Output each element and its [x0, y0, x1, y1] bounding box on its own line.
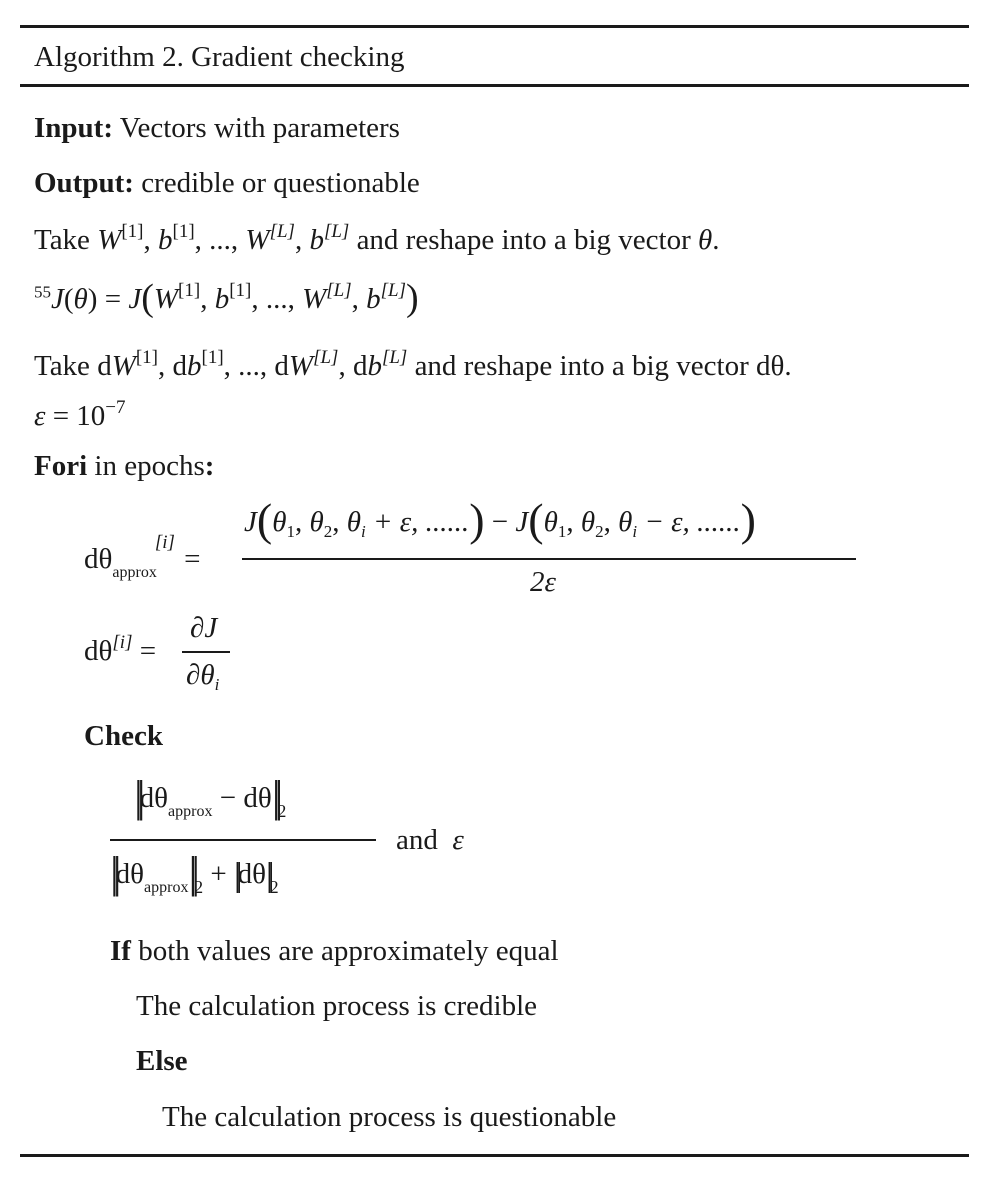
jdef-j-right: J: [128, 283, 142, 315]
approx-num2-subi: i: [632, 521, 638, 541]
take2-d1: d: [97, 350, 112, 382]
output-colon: :: [124, 167, 134, 199]
output-line: [34, 169, 420, 198]
take1-suffix: and reshape into a big vector: [356, 224, 691, 256]
approx-num-paren2-open: (: [528, 494, 544, 545]
take1-end: .: [712, 224, 720, 256]
check-num-dtheta: dθ: [243, 782, 272, 814]
for-rest: in epochs: [87, 450, 205, 482]
deriv-num: ∂J: [190, 612, 218, 644]
else-line: [136, 1047, 188, 1076]
take2-bl: b: [367, 350, 382, 382]
take1-theta: θ: [698, 224, 713, 256]
take1-w1: W: [97, 224, 122, 256]
approx-num2-theta2: θ: [580, 506, 596, 538]
take2-sep3: ,: [338, 350, 346, 382]
approx-num-j2: J: [515, 506, 529, 538]
for-colon: :: [204, 450, 215, 482]
approx-equals: =: [184, 543, 201, 575]
jdef-bl: b: [366, 283, 381, 315]
for-variable: i: [79, 450, 88, 482]
take1-sep3: ,: [294, 224, 303, 256]
title-text: Algorithm 2. Gradient checking: [34, 41, 405, 73]
take1-bl: b: [309, 224, 324, 256]
approx-num-minus: −: [491, 506, 509, 538]
jdef-b1: b: [214, 283, 230, 315]
check-num-sub: approx: [168, 802, 213, 820]
approx-num-paren1-close: ): [469, 494, 485, 545]
check-num-norm-sub: 2: [277, 800, 287, 821]
header-rule: [20, 84, 969, 87]
take2-dots: ...,: [238, 350, 268, 382]
jdef-sep1: ,: [200, 283, 208, 315]
jdef-w1: W: [153, 283, 179, 315]
jdef-j-left: J: [51, 283, 64, 315]
take2-bl-sup: [L]: [381, 347, 408, 369]
deriv-den: ∂θ: [186, 659, 215, 691]
jdef-big-paren-close: ): [405, 277, 419, 319]
approx-num-sub2: 2: [323, 521, 333, 541]
deriv-equals: =: [139, 635, 157, 667]
check-fraction-bar: [110, 839, 376, 841]
epsilon-equals: =: [52, 400, 70, 432]
take2-suffix: and reshape into a big vector: [414, 350, 749, 382]
then-text: The calculation process is credible: [136, 990, 538, 1022]
if-keyword: If: [110, 935, 131, 967]
approx-lhs-sup: [i]: [154, 532, 175, 554]
jdef-wl: W: [302, 283, 327, 315]
deriv-denominator: [186, 659, 220, 694]
check-keyword: Check: [84, 720, 163, 752]
jdef-paren-close: ): [87, 283, 98, 315]
input-text: Vectors with parameters: [119, 112, 400, 144]
deriv-lhs-dtheta: dθ: [84, 635, 113, 667]
check-and-epsilon: [396, 826, 464, 855]
approx-num2-sub1: 1: [557, 521, 567, 541]
jdef-w1-sup: [1]: [178, 280, 201, 302]
cost-function-line: [34, 277, 419, 319]
approx-denominator: [530, 568, 556, 597]
for-keyword: For: [34, 450, 80, 482]
check-num-dtheta-approx: dθ: [139, 782, 169, 814]
take1-wl: W: [245, 224, 270, 256]
approx-num-theta1: θ: [272, 506, 287, 538]
take2-sep1: ,: [158, 350, 166, 382]
check-epsilon: ε: [452, 824, 464, 856]
deriv-fraction-bar: [182, 651, 230, 653]
jdef-sep2: ,: [251, 283, 259, 315]
take2-w1: W: [111, 350, 136, 382]
check-label: [84, 722, 163, 751]
approx-num-plus-eps: + ε, ......: [372, 506, 470, 538]
take2-w1-sup: [1]: [135, 347, 159, 369]
check-num-norm-close: ||: [271, 772, 278, 821]
else-keyword: Else: [136, 1045, 188, 1077]
output-label: Output: [34, 167, 125, 199]
approx-num-minus-eps: − ε, ......: [644, 506, 741, 538]
take2-dtheta: dθ: [756, 350, 785, 382]
check-den-dtheta-approx: dθ: [115, 858, 145, 890]
footnote-marker: 55: [34, 282, 51, 302]
else-text: The calculation process is questionable: [162, 1101, 617, 1133]
take1-w1-sup: [1]: [121, 221, 144, 243]
jdef-b1-sup: [1]: [229, 280, 252, 302]
take2-d4: d: [352, 350, 368, 382]
jdef-equals: =: [104, 283, 122, 315]
epsilon-symbol: ε: [34, 400, 46, 432]
for-loop-line: [34, 452, 214, 481]
take1-bl-sup: [L]: [323, 221, 350, 243]
top-rule: [20, 25, 969, 28]
approx-num-paren1-open: (: [256, 494, 273, 545]
bottom-rule: [20, 1154, 969, 1157]
jdef-theta: θ: [73, 283, 88, 315]
jdef-dots: ...,: [265, 283, 295, 315]
take1-sep1: ,: [143, 224, 151, 256]
approx-num-theta2: θ: [309, 506, 324, 538]
approx-num-j1: J: [244, 506, 257, 538]
approx-num2-theta1: θ: [543, 506, 558, 538]
take2-wl-sup: [L]: [313, 347, 339, 369]
then-line: [136, 992, 537, 1021]
check-den-norm2-sub: 2: [269, 876, 279, 897]
jdef-sep3: ,: [351, 283, 359, 315]
take2-wl: W: [288, 350, 314, 382]
take1-sep2: ,: [194, 224, 202, 256]
approx-num2-thetai: θ: [618, 506, 633, 538]
output-text: credible or questionable: [141, 167, 420, 199]
take-parameters-line: [34, 221, 720, 256]
check-denominator: [110, 848, 279, 897]
deriv-lhs: [84, 632, 157, 667]
input-label: Input: [34, 112, 104, 144]
check-den-norm2-open: ||: [233, 857, 238, 894]
take2-b1-sup: [1]: [201, 347, 224, 369]
approx-lhs-dtheta: dθ: [84, 543, 113, 575]
check-numerator: [134, 772, 287, 821]
approx-lhs: [84, 532, 201, 581]
take2-sep2: ,: [223, 350, 231, 382]
check-den-norm1-open: ||: [110, 848, 116, 897]
take2-d3: d: [274, 350, 289, 382]
epsilon-line: [34, 397, 126, 432]
take2-end: .: [784, 350, 792, 382]
jdef-big-paren-open: (: [141, 277, 154, 319]
jdef-paren-open: (: [63, 283, 74, 315]
if-condition: both values are approximately equal: [130, 935, 559, 967]
take1-b1-sup: [1]: [172, 221, 195, 243]
check-den-sub: approx: [144, 878, 189, 896]
take1-prefix: Take: [34, 224, 90, 256]
else-body-line: [162, 1103, 616, 1132]
check-den-norm2-close: ||: [265, 857, 270, 894]
check-den-dtheta: dθ: [237, 858, 266, 890]
algorithm-title: [34, 43, 404, 72]
approx-den: 2ε: [530, 566, 556, 598]
check-num-norm-open: ||: [134, 772, 140, 821]
approx-num-thetai: θ: [346, 506, 361, 538]
take1-wl-sup: [L]: [269, 221, 295, 243]
take2-b1: b: [187, 350, 202, 382]
approx-lhs-sub: approx: [112, 563, 157, 581]
jdef-wl-sup: [L]: [326, 280, 352, 302]
epsilon-exponent: −7: [105, 397, 126, 419]
check-and: and: [396, 824, 438, 856]
take-gradients-line: [34, 347, 792, 382]
approx-numerator: $J(\theta_1$, $\theta_2$, $\theta_i + \varepsilon$, ......) − $J(\theta_1$, $\theta_2$, $\theta_i - \varepsilon$, ......): [244, 494, 756, 545]
input-line: [34, 114, 400, 143]
take1-dots: ...,: [209, 224, 239, 256]
take2-d2: d: [172, 350, 188, 382]
approx-num-paren2-close: ): [740, 494, 756, 545]
approx-num-subi: i: [360, 521, 366, 541]
if-line: [110, 937, 559, 966]
deriv-numerator: [190, 614, 217, 643]
jdef-bl-sup: [L]: [380, 280, 406, 302]
deriv-lhs-sup: [i]: [112, 632, 133, 654]
deriv-den-sub: i: [214, 674, 220, 694]
approx-num-sub1: 1: [286, 521, 295, 541]
check-den-norm1-sub: 2: [194, 876, 204, 897]
epsilon-base: 10: [76, 400, 106, 432]
take2-prefix: Take: [34, 350, 90, 382]
approx-fraction-bar: [242, 558, 856, 560]
check-den-plus: +: [210, 858, 227, 890]
input-colon: :: [103, 112, 113, 144]
check-den-norm1-close: ||: [188, 848, 195, 897]
take1-b1: b: [158, 224, 173, 256]
approx-num2-sub2: 2: [595, 521, 604, 541]
check-num-minus: −: [219, 782, 237, 814]
